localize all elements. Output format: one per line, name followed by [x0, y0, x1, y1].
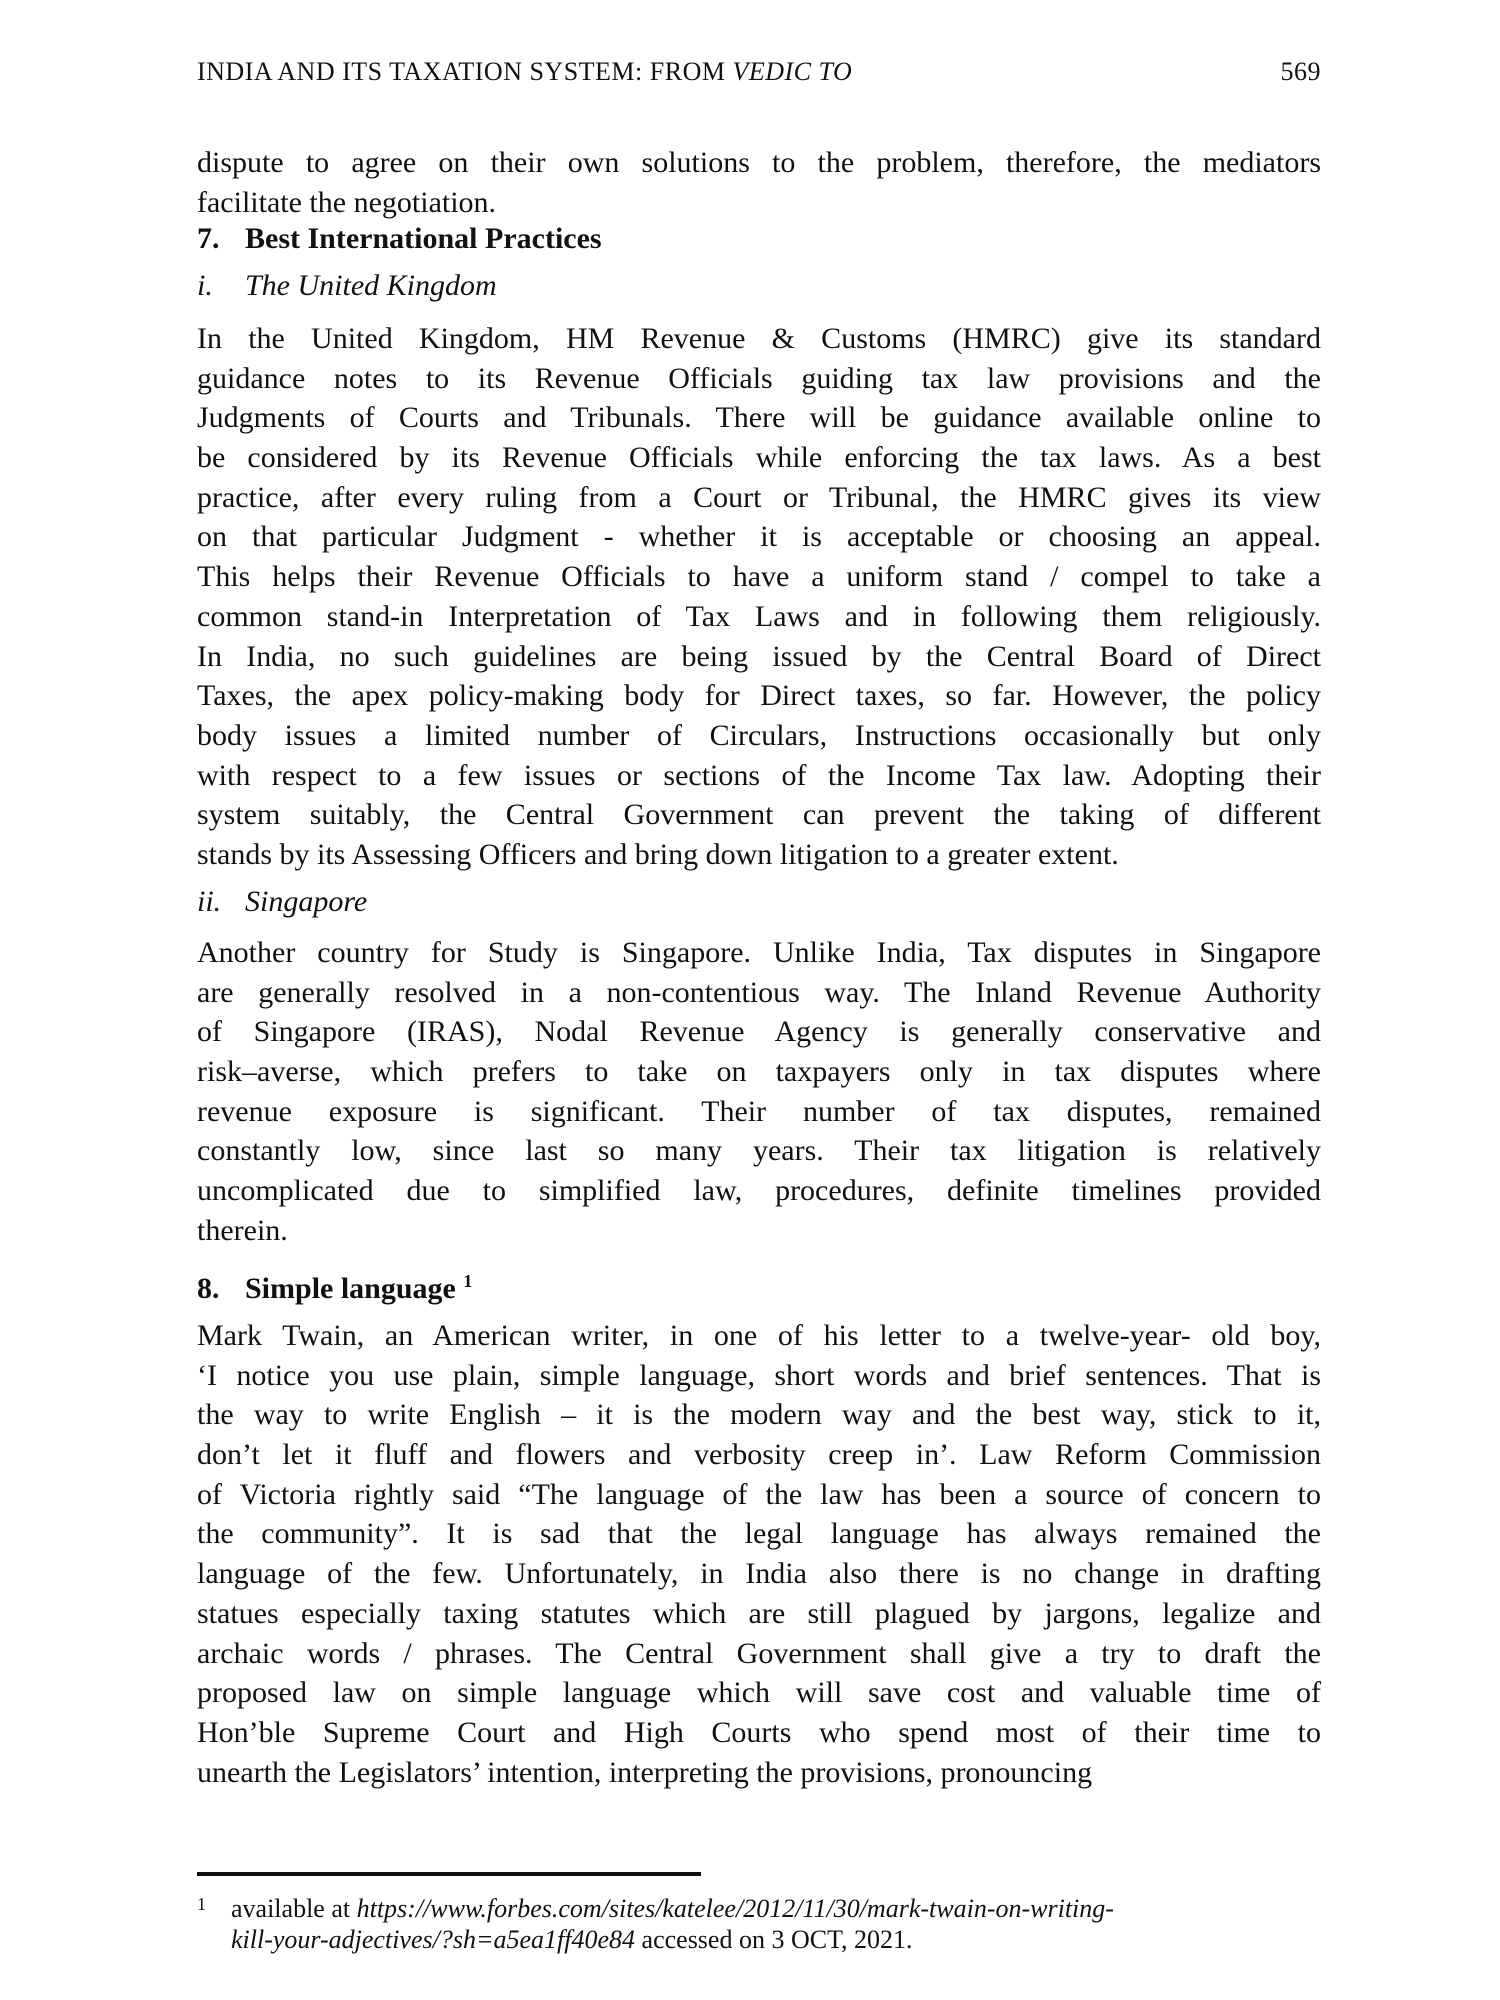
text-line: ‘I notice you use plain, simple language, short words and brief sentences. That is — [197, 1358, 1321, 1392]
paragraph-mediation — [197, 143, 1321, 222]
page-number: 569 — [1280, 57, 1321, 86]
text-line: archaic words / phrases. The Central Government shall give a try to draft the — [197, 1636, 1321, 1670]
section-title: Best International Practices — [245, 222, 602, 255]
text-line: statues especially taxing statutes which are still plagued by jargons, legalize and — [197, 1596, 1321, 1630]
running-header — [197, 52, 1321, 92]
text-line: risk–averse, which prefers to take on taxpayers only in tax disputes where — [197, 1055, 1321, 1089]
footnote-reference[interactable]: 1 — [463, 1271, 473, 1291]
footnote-mark: 1 — [197, 1894, 206, 1914]
paragraph-singapore — [197, 933, 1321, 1251]
text-line: unearth the Legislators’ intention, interpreting the provisions, pronouncing — [197, 1755, 1093, 1789]
header-title: INDIA AND ITS TAXATION SYSTEM: FROM — [197, 57, 733, 86]
text-line: on that particular Judgment - whether it is acceptable or choosing an appeal. — [197, 520, 1321, 554]
section-number: 7. — [197, 222, 220, 255]
subsection-number: ii. — [197, 885, 222, 918]
text-line: common stand-in Interpretation of Tax Laws and in following them religiously. — [197, 599, 1321, 633]
text-line: facilitate the negotiation. — [197, 185, 497, 219]
text-line: Hon’ble Supreme Court and High Courts who spend most of their time to — [197, 1715, 1321, 1749]
text-line: of Singapore (IRAS), Nodal Revenue Agency is generally conservative and — [197, 1015, 1321, 1049]
text-line: revenue exposure is significant. Their number of tax disputes, remained — [197, 1094, 1321, 1128]
footnote-url-line2[interactable]: kill-your-adjectives/?sh=a5ea1ff40e84 — [231, 1925, 636, 1954]
text-line: practice, after every ruling from a Court or Tribunal, the HMRC gives its view — [197, 480, 1321, 514]
paragraph-simple-language — [197, 1316, 1321, 1792]
text-line: In India, no such guidelines are being issued by the Central Board of Direct — [197, 639, 1321, 673]
subheading-united-kingdom — [197, 266, 1321, 306]
text-line: of Victoria rightly said “The language of the law has been a source of concern to — [197, 1477, 1321, 1511]
subsection-number: i. — [197, 269, 213, 302]
paragraph-united-kingdom — [197, 319, 1321, 875]
section-heading-7 — [197, 219, 1321, 259]
text-line: system suitably, the Central Government can prevent the taking of different — [197, 798, 1321, 832]
text-line: This helps their Revenue Officials to have a uniform stand / compel to take a — [197, 560, 1321, 594]
text-line: body issues a limited number of Circulars, Instructions occasionally but only — [197, 718, 1321, 752]
text-line: constantly low, since last so many years. Their tax litigation is relatively — [197, 1134, 1321, 1168]
text-line: stands by its Assessing Officers and bring down litigation to a greater extent. — [197, 837, 1119, 871]
text-line: are generally resolved in a non-contentious way. The Inland Revenue Authority — [197, 975, 1321, 1009]
text-line: language of the few. Unfortunately, in India also there is no change in drafting — [197, 1557, 1321, 1591]
header-title-italic: VEDIC TO — [732, 57, 853, 86]
text-line: Mark Twain, an American writer, in one of his letter to a twelve-year- old boy, — [197, 1319, 1321, 1352]
footnote — [197, 1893, 1321, 1955]
text-line: the community”. It is sad that the legal language has always remained the — [197, 1517, 1321, 1551]
footnote-suffix: accessed on 3 OCT, 2021. — [635, 1925, 913, 1954]
text-line: Judgments of Courts and Tribunals. There will be guidance available online to — [197, 401, 1321, 435]
text-line: In the United Kingdom, HM Revenue & Customs (HMRC) give its standard — [197, 322, 1321, 355]
text-line: the way to write English – it is the modern way and the best way, stick to it, — [197, 1398, 1321, 1432]
text-line: Taxes, the apex policy-making body for Direct taxes, so far. However, the policy — [197, 679, 1321, 713]
text-line: be considered by its Revenue Officials while enforcing the tax laws. As a best — [197, 441, 1321, 475]
text-line: Another country for Study is Singapore. Unlike India, Tax disputes in Singapore — [197, 936, 1321, 969]
footnote-prefix: available at — [231, 1894, 357, 1923]
subheading-singapore — [197, 882, 1321, 922]
text-line: proposed law on simple language which will save cost and valuable time of — [197, 1676, 1321, 1710]
text-line: uncomplicated due to simplified law, procedures, definite timelines provided — [197, 1174, 1321, 1208]
text-line: with respect to a few issues or sections of the Income Tax law. Adopting their — [197, 758, 1321, 792]
text-line: therein. — [197, 1213, 288, 1247]
text-line: dispute to agree on their own solutions to the problem, therefore, the mediators — [197, 146, 1321, 179]
footnote-url-line1[interactable]: https://www.forbes.com/sites/katelee/2012/11/30/mark-twain-on-writing- — [356, 1894, 1114, 1923]
text-line: don’t let it fluff and flowers and verbosity creep in’. Law Reform Commission — [197, 1438, 1321, 1472]
footnote-separator — [197, 1872, 701, 1876]
subsection-title: Singapore — [245, 885, 368, 918]
text-line: guidance notes to its Revenue Officials guiding tax law provisions and the — [197, 361, 1321, 395]
subsection-title: The United Kingdom — [245, 269, 497, 302]
section-heading-8 — [197, 1261, 1321, 1305]
section-title: Simple language — [245, 1272, 456, 1305]
section-number: 8. — [197, 1272, 220, 1305]
